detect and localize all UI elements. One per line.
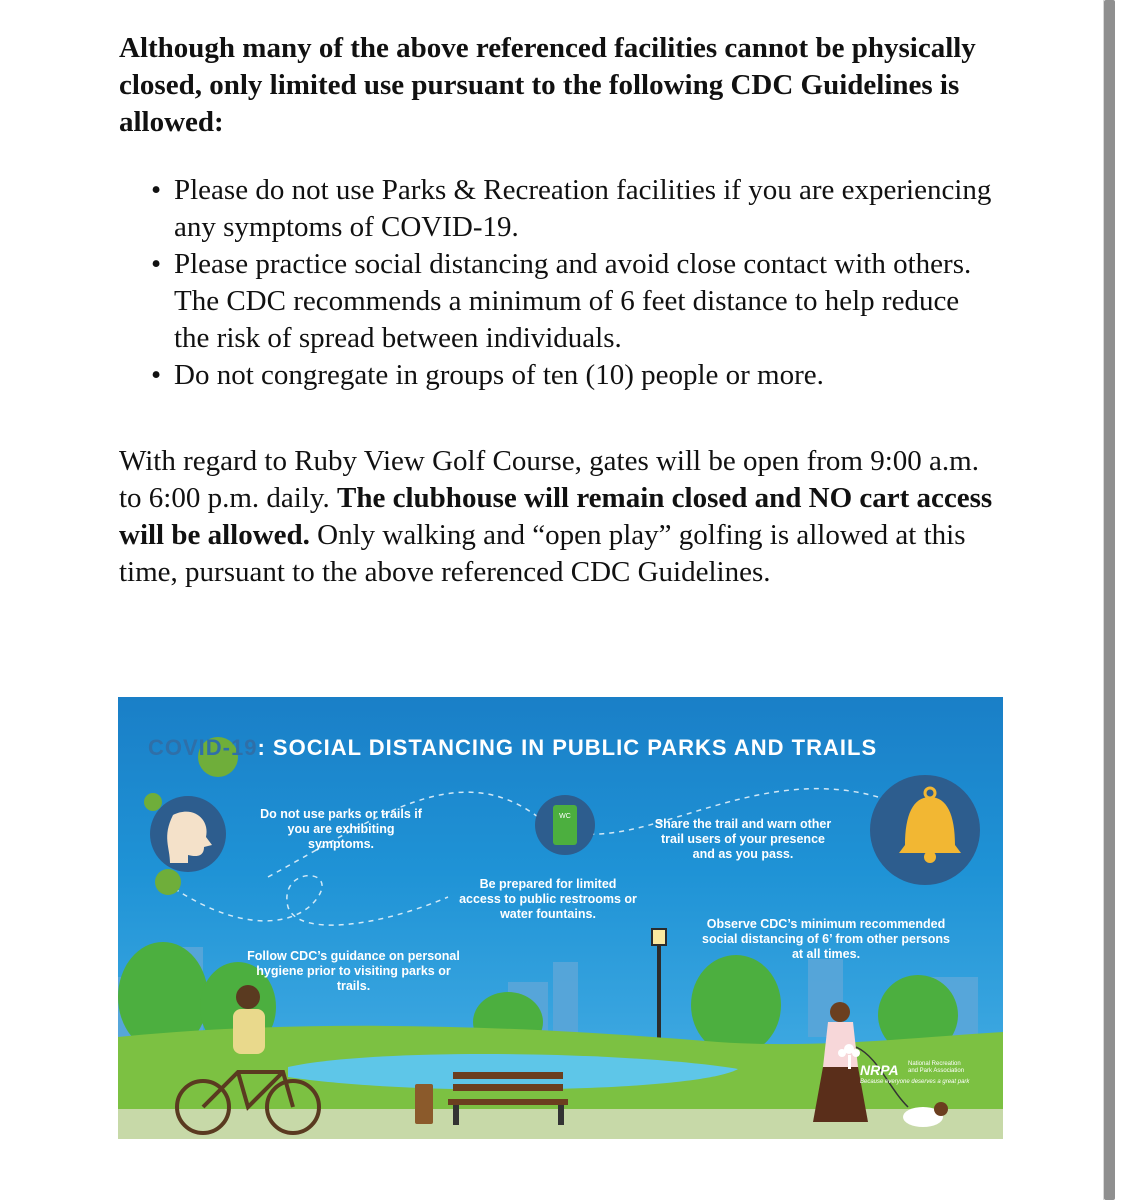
restroom-icon xyxy=(553,805,577,845)
intro-paragraph: Although many of the above referenced facilities cannot be physically closed, only limited use pursuant to the following CDC Guidelines is allowed: xyxy=(119,32,976,138)
social-distancing-infographic xyxy=(118,697,1003,1139)
walker-head xyxy=(830,1002,850,1022)
tip-share-trail: Share the trail and warn other trail users of your presence and as you pass. xyxy=(654,817,832,861)
trash-can xyxy=(415,1084,433,1124)
list-item xyxy=(119,172,999,246)
title-rest: : SOCIAL DISTANCING IN PUBLIC PARKS AND TRAILS xyxy=(257,735,878,760)
nrpa-name-line2: and Park Association xyxy=(908,1068,965,1074)
dog-head xyxy=(934,1102,948,1116)
scrollbar-thumb[interactable] xyxy=(1104,0,1115,1200)
golf-course-paragraph xyxy=(119,443,999,591)
restroom-sign: WC xyxy=(559,813,571,820)
dashed-loop-line xyxy=(158,876,448,925)
golf-text-bold: The clubhouse will remain closed and NO cart access will be allowed. xyxy=(119,482,993,551)
tip-distancing: Observe CDC’s minimum recommended social distancing of 6’ from other persons at all times. xyxy=(702,917,950,961)
bullet: • xyxy=(151,174,162,206)
tip-restrooms: Be prepared for limited access to public restrooms or water fountains. xyxy=(459,877,637,921)
list-item xyxy=(119,357,999,394)
title-covid: COVID-19 xyxy=(148,735,258,760)
nrpa-tagline: Because everyone deserves a great park xyxy=(860,1079,970,1085)
golf-text-part1: With regard to Ruby View Golf Course, gates will be open from 9:00 a.m. to 6:00 p.m. daily. xyxy=(119,445,979,514)
cyclist-body xyxy=(233,1009,265,1054)
cdc-guidelines-list xyxy=(119,172,999,394)
document-body xyxy=(119,30,999,591)
guideline-text: Please do not use Parks & Recreation facilities if you are experiencing any symptoms of COVID-19. xyxy=(174,174,992,243)
infographic-title xyxy=(148,735,877,761)
guideline-text: Do not congregate in groups of ten (10) people or more. xyxy=(174,359,824,391)
nrpa-acronym: NRPA xyxy=(860,1062,899,1078)
nrpa-name-line1: National Recreation xyxy=(908,1061,961,1067)
bullet: • xyxy=(151,359,162,391)
list-item xyxy=(119,246,999,357)
bullet: • xyxy=(151,248,162,280)
tip-hygiene: Follow CDC’s guidance on personal hygiene prior to visiting parks or trails. xyxy=(247,949,460,993)
tip-symptoms: Do not use parks or trails if you are exhibiting symptoms. xyxy=(260,807,422,851)
nrpa-name xyxy=(908,1061,964,1075)
golf-text-part2: Only walking and “open play” golfing is allowed at this time, pursuant to the above referenced CDC Guidelines. xyxy=(119,519,966,588)
walker-top xyxy=(823,1022,858,1067)
guideline-text: Please practice social distancing and avoid close contact with others. The CDC recommends a minimum of 6 feet distance to help reduce the risk of spread between individuals. xyxy=(174,248,972,354)
